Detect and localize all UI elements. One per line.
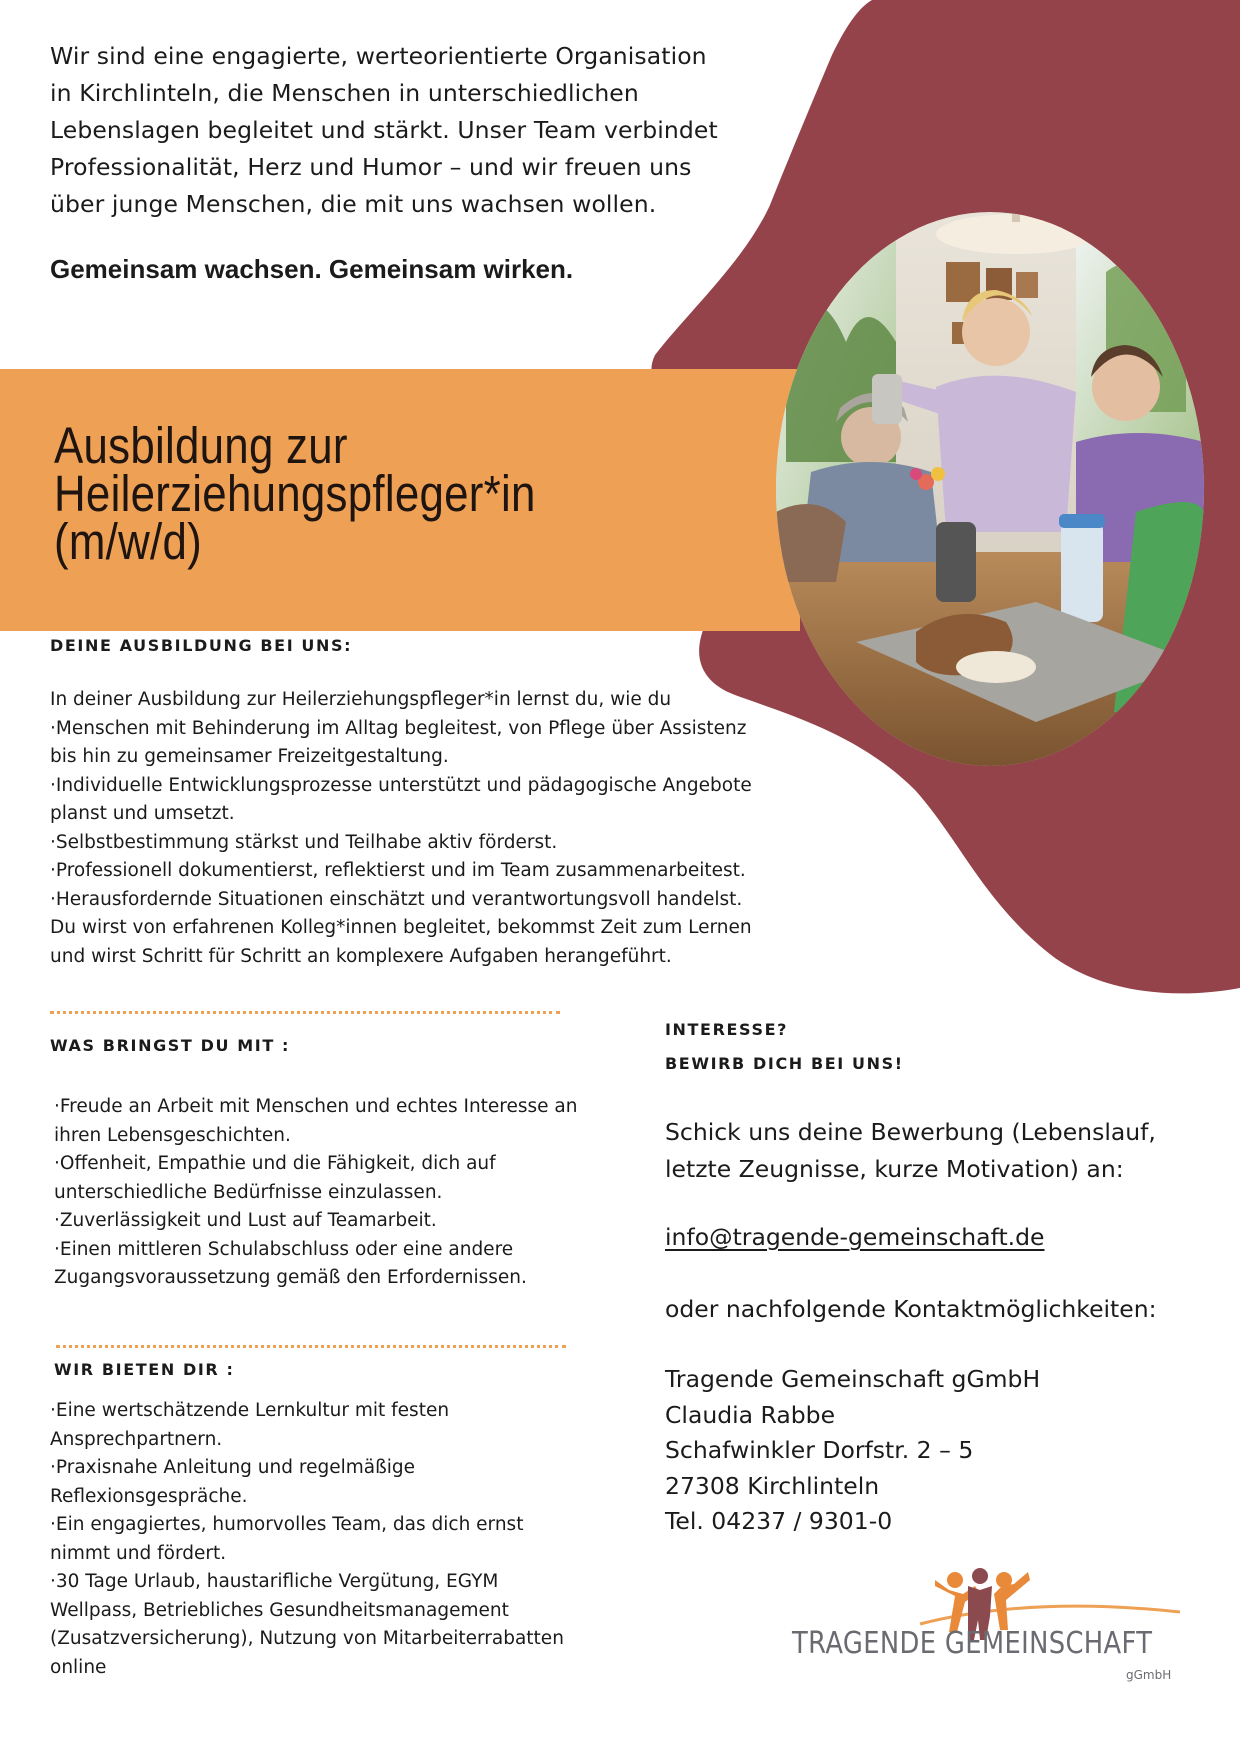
- text-line: unterschiedliche Bedürfnisse einzulassen.: [54, 1181, 443, 1203]
- text-line: und wirst Schritt für Schritt an komplexere Aufgaben herangeführt.: [50, 945, 672, 967]
- intro-line: Wir sind eine engagierte, werteorientierte Organisation: [50, 42, 707, 70]
- section-heading-bewerbung: [665, 1013, 904, 1081]
- slogan: Gemeinsam wachsen. Gemeinsam wirken.: [50, 254, 574, 284]
- text-line: letzte Zeugnisse, kurze Motivation) an:: [665, 1154, 1124, 1183]
- text-line: Reflexionsgespräche.: [50, 1485, 248, 1507]
- section-heading-mitbringen: [50, 1036, 290, 1055]
- heading-text: WAS BRINGST DU MIT: [50, 1036, 275, 1055]
- intro-line: über junge Menschen, die mit uns wachsen wollen.: [50, 190, 657, 218]
- title-line: Heilerziehungspfleger*in: [54, 465, 536, 522]
- text-line: Ansprechpartnern.: [50, 1428, 223, 1450]
- text-line: ·30 Tage Urlaub, haustarifliche Vergütung, EGYM: [50, 1571, 499, 1592]
- text-line: ·Offenheit, Empathie und die Fähigkeit, dich auf: [54, 1153, 496, 1174]
- text-line: bis hin zu gemeinsamer Freizeitgestaltung.: [50, 746, 449, 767]
- heading-suffix: :: [274, 1036, 291, 1055]
- dotted-divider: [50, 1011, 560, 1014]
- contact-line: 27308 Kirchlinteln: [665, 1471, 880, 1500]
- text-line: ·Herausfordernde Situationen einschätzt und verantwortungsvoll handelst.: [50, 888, 743, 910]
- text-line: In deiner Ausbildung zur Heilerziehungspfleger*in lernst du, wie du: [50, 689, 672, 710]
- intro-paragraph: [50, 38, 770, 223]
- intro-line: in Kirchlinteln, die Menschen in unterschiedlichen: [50, 79, 639, 107]
- heading-line: BEWIRB DICH BEI UNS!: [665, 1054, 904, 1073]
- title-line: (m/w/d): [54, 513, 203, 570]
- email-row: [665, 1219, 1045, 1256]
- text-line: ·Ein engagiertes, humorvolles Team, das dich ernst: [50, 1514, 524, 1535]
- mitbringen-text: [54, 1093, 577, 1293]
- photo-care-breakfast-scene: [776, 212, 1204, 766]
- text-line: ·Professionell dokumentierst, reflektierst und im Team zusammenarbeitest.: [50, 860, 746, 881]
- text-line: ·Eine wertschätzende Lernkultur mit festen: [50, 1400, 450, 1421]
- text-line: ·Selbstbestimmung stärkst und Teilhabe aktiv förderst.: [50, 831, 558, 853]
- heading-suffix: :: [344, 636, 353, 655]
- section-heading-ausbildung: [50, 636, 352, 655]
- logo-suffix: gGmbH: [1126, 1668, 1172, 1682]
- contact-line: Tel. 04237 / 9301-0: [665, 1507, 893, 1535]
- text-line: ·Praxisnahe Anleitung und regelmäßige: [50, 1457, 415, 1478]
- text-line: ·Menschen mit Behinderung im Alltag begleitest, von Pflege über Assistenz: [50, 717, 747, 739]
- text-line: (Zusatzversicherung), Nutzung von Mitarbeiterrabatten: [50, 1628, 564, 1649]
- ausbildung-text: [50, 686, 752, 971]
- text-line: planst und umsetzt.: [50, 803, 235, 824]
- contact-line: Claudia Rabbe: [665, 1400, 836, 1429]
- intro-line: Lebenslagen begleitet und stärkt. Unser Team verbindet: [50, 116, 718, 144]
- title-line: Ausbildung zur: [54, 417, 348, 474]
- contact-line: Schafwinkler Dorfstr. 2 – 5: [665, 1436, 974, 1464]
- text-line: Zugangsvoraussetzung gemäß den Erfordernissen.: [54, 1267, 527, 1288]
- text-line: ·Freude an Arbeit mit Menschen und echtes Interesse an: [54, 1096, 578, 1117]
- dotted-divider: [56, 1345, 566, 1348]
- heading-line: INTERESSE?: [665, 1020, 788, 1039]
- text-line: nimmt und fördert.: [50, 1542, 227, 1564]
- text-line: Wellpass, Betriebliches Gesundheitsmanagement: [50, 1599, 509, 1621]
- text-line: ·Zuverlässigkeit und Lust auf Teamarbeit.: [54, 1210, 437, 1231]
- text-line: online: [50, 1656, 107, 1678]
- text-line: ·Einen mittleren Schulabschluss oder eine andere: [54, 1238, 514, 1260]
- alt-contact-text: oder nachfolgende Kontaktmöglichkeiten:: [665, 1295, 1157, 1323]
- section-heading-bieten: [54, 1360, 235, 1379]
- heading-text: DEINE AUSBILDUNG BEI UNS: [50, 636, 345, 655]
- email-link[interactable]: info@tragende-gemeinschaft.de: [665, 1223, 1045, 1251]
- bieten-text: [50, 1397, 564, 1682]
- heading-suffix: :: [219, 1360, 235, 1379]
- page-title: [54, 417, 639, 570]
- contact-line: Tragende Gemeinschaft gGmbH: [665, 1365, 1041, 1393]
- text-line: Du wirst von erfahrenen Kolleg*innen begleitet, bekommst Zeit zum Lernen: [50, 917, 752, 938]
- bewerbung-text: [665, 1114, 1156, 1187]
- text-line: Schick uns deine Bewerbung (Lebenslauf,: [665, 1118, 1156, 1146]
- heading-text: WIR BIETEN DIR: [54, 1360, 220, 1379]
- logo-name: TRAGENDE GEMEINSCHAFT: [792, 1626, 1153, 1661]
- text-line: ·Individuelle Entwicklungsprozesse unterstützt und pädagogische Angebote: [50, 774, 752, 796]
- contact-block: [665, 1362, 1040, 1540]
- text-line: ihren Lebensgeschichten.: [54, 1124, 291, 1146]
- intro-line: Professionalität, Herz und Humor – und wir freuen uns: [50, 153, 692, 181]
